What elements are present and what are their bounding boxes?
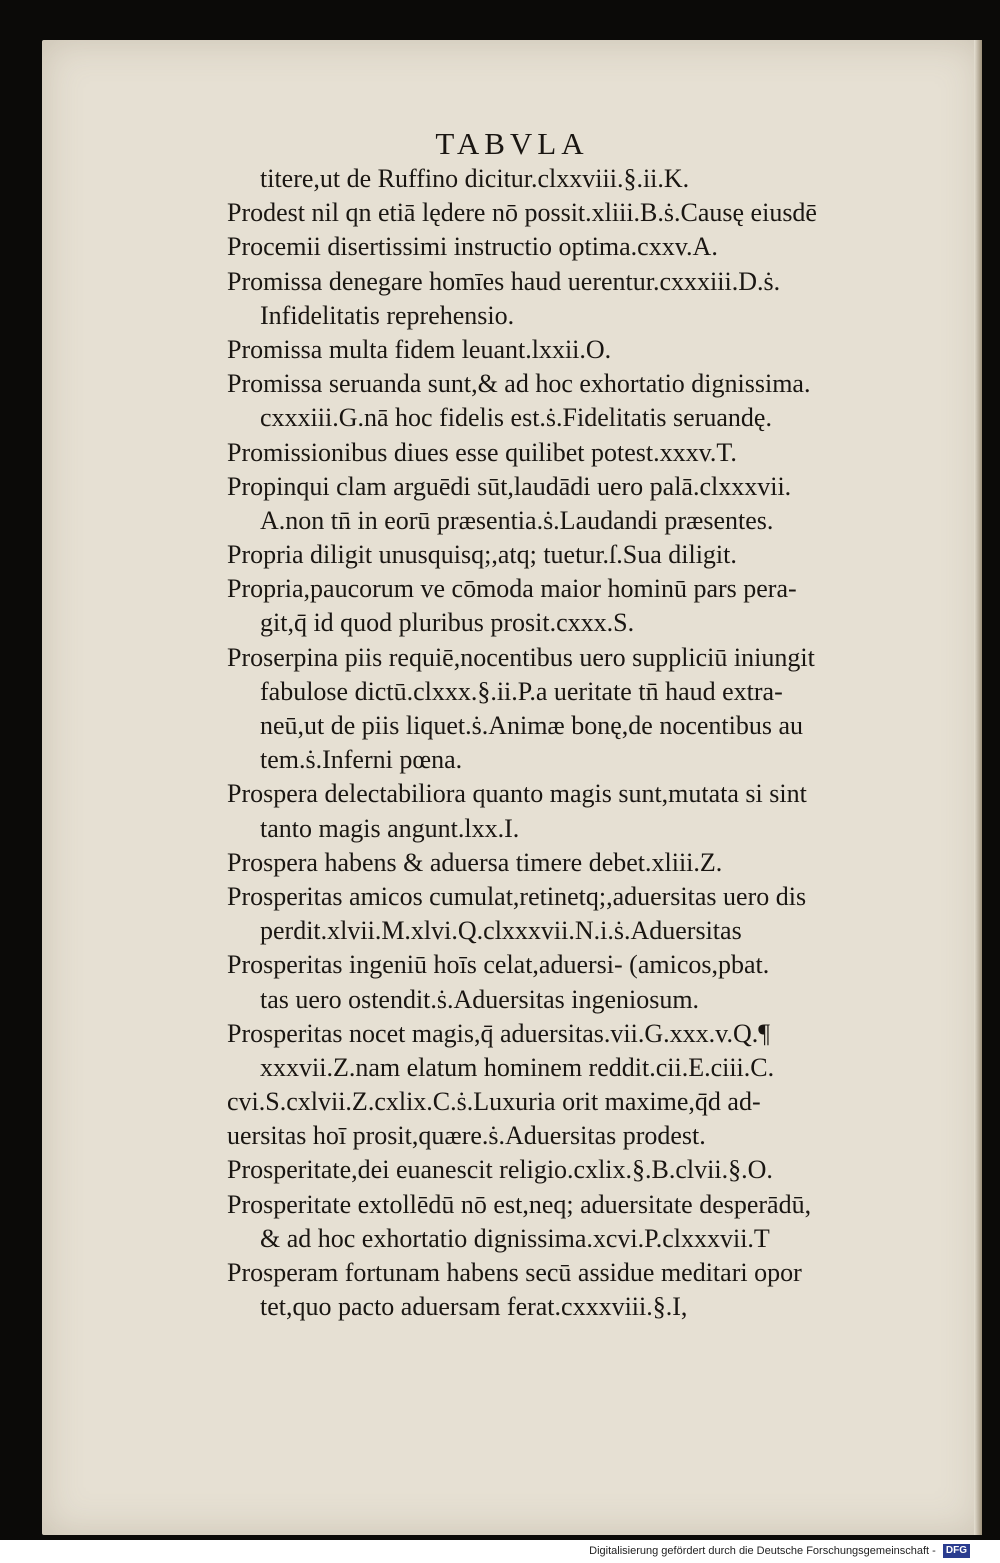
index-line: tas uero ostendit.ṡ.Aduersitas ingeniosum. — [260, 984, 700, 1014]
index-line: Proserpina piis requiē,nocentibus uero suppliciū iniungit — [227, 642, 815, 672]
digitization-credit — [0, 1540, 1000, 1563]
index-line: Promissa seruanda sunt,& ad hoc exhortatio dignissima. — [227, 369, 811, 399]
index-line: & ad hoc exhortatio dignissima.xcvi.P.clxxxvii.T — [260, 1223, 770, 1253]
index-line: A.non tn̄ in eorū præsentia.ṡ.Laudandi præsentes. — [260, 505, 774, 535]
dfg-logo: DFG — [943, 1544, 970, 1558]
index-line: perdit.xlvii.M.xlvi.Q.clxxxvii.N.i.ṡ.Aduersitas — [260, 916, 742, 946]
index-entries — [227, 162, 967, 1324]
index-line: Prodest nil qn etiā lędere nō possit.xliii.B.ṡ.Causę eiusdē — [227, 198, 817, 228]
index-line: Procemii disertissimi instructio optima.cxxv.A. — [227, 232, 718, 262]
index-line: Prosperitas amicos cumulat,retinetq;,aduersitas uero dis — [227, 881, 807, 911]
index-line: uersitas hoī prosit,quære.ṡ.Aduersitas prodest. — [227, 1121, 706, 1151]
index-line: Propinqui clam arguēdi sūt,laudādi uero palā.clxxxvii. — [227, 471, 792, 501]
index-line: xxxvii.Z.nam elatum hominem reddit.cii.E.ciii.C. — [260, 1052, 775, 1082]
credit-text: Digitalisierung gefördert durch die Deutsche Forschungsgemeinschaft - — [589, 1545, 936, 1557]
index-line: cxxxiii.G.nā hoc fidelis est.ṡ.Fidelitatis seruandę. — [260, 403, 772, 433]
index-line: Propria diligit unusquisq;,atq; tuetur.ſ.Sua diligit. — [227, 540, 737, 570]
index-line: Promissa multa fidem leuant.lxxii.O. — [227, 334, 612, 364]
index-line: tem.ṡ.Inferni pœna. — [260, 745, 463, 775]
index-line: tanto magis angunt.lxx.I. — [260, 813, 520, 843]
index-line: Prosperitas nocet magis,q̄ aduersitas.vii.G.xxx.v.Q.¶ — [227, 1018, 771, 1048]
index-line: Prosperam fortunam habens secū assidue meditari opor — [227, 1258, 802, 1287]
index-line: neū,ut de piis liquet.ṡ.Animæ bonę,de nocentibus au — [260, 711, 804, 740]
index-line: Infidelitatis reprehensio. — [260, 300, 515, 330]
index-line: cvi.S.cxlvii.Z.cxlix.C.ṡ.Luxuria orit maxime,q̄d ad- — [227, 1087, 761, 1117]
index-line: Prosperitate extollēdū nō est,neq; aduersitate desperādū, — [227, 1189, 812, 1219]
running-head: TABVLA — [435, 126, 589, 161]
index-line: Promissa denegare homīes haud uerentur.cxxxiii.D.ṡ. — [227, 266, 781, 296]
index-line: Prosperitate,dei euanescit religio.cxlix.§.B.clvii.§.O. — [227, 1155, 773, 1185]
index-line: tet,quo pacto aduersam ferat.cxxxviii.§.I, — [260, 1292, 688, 1322]
index-line: Promissionibus diues esse quilibet potest.xxxv.T. — [227, 437, 737, 467]
index-line: Prosperitas ingeniū hoīs celat,aduersi- (amicos,pbat. — [227, 950, 770, 980]
index-line: Propria,paucorum ve cōmoda maior hominū pars pera- — [227, 574, 797, 604]
index-line: Prospera delectabiliora quanto magis sunt,mutata si sint — [227, 779, 807, 809]
page-edge — [974, 40, 982, 1535]
book-page — [42, 40, 982, 1535]
index-line: fabulose dictū.clxxx.§.ii.P.a ueritate tn̄ haud extra- — [260, 676, 783, 706]
index-line: git,q̄ id quod pluribus prosit.cxxx.S. — [260, 608, 635, 638]
index-line: titere,ut de Ruffino dicitur.clxxviii.§.ii.K. — [260, 164, 690, 193]
index-line: Prospera habens & aduersa timere debet.xliii.Z. — [227, 847, 723, 877]
